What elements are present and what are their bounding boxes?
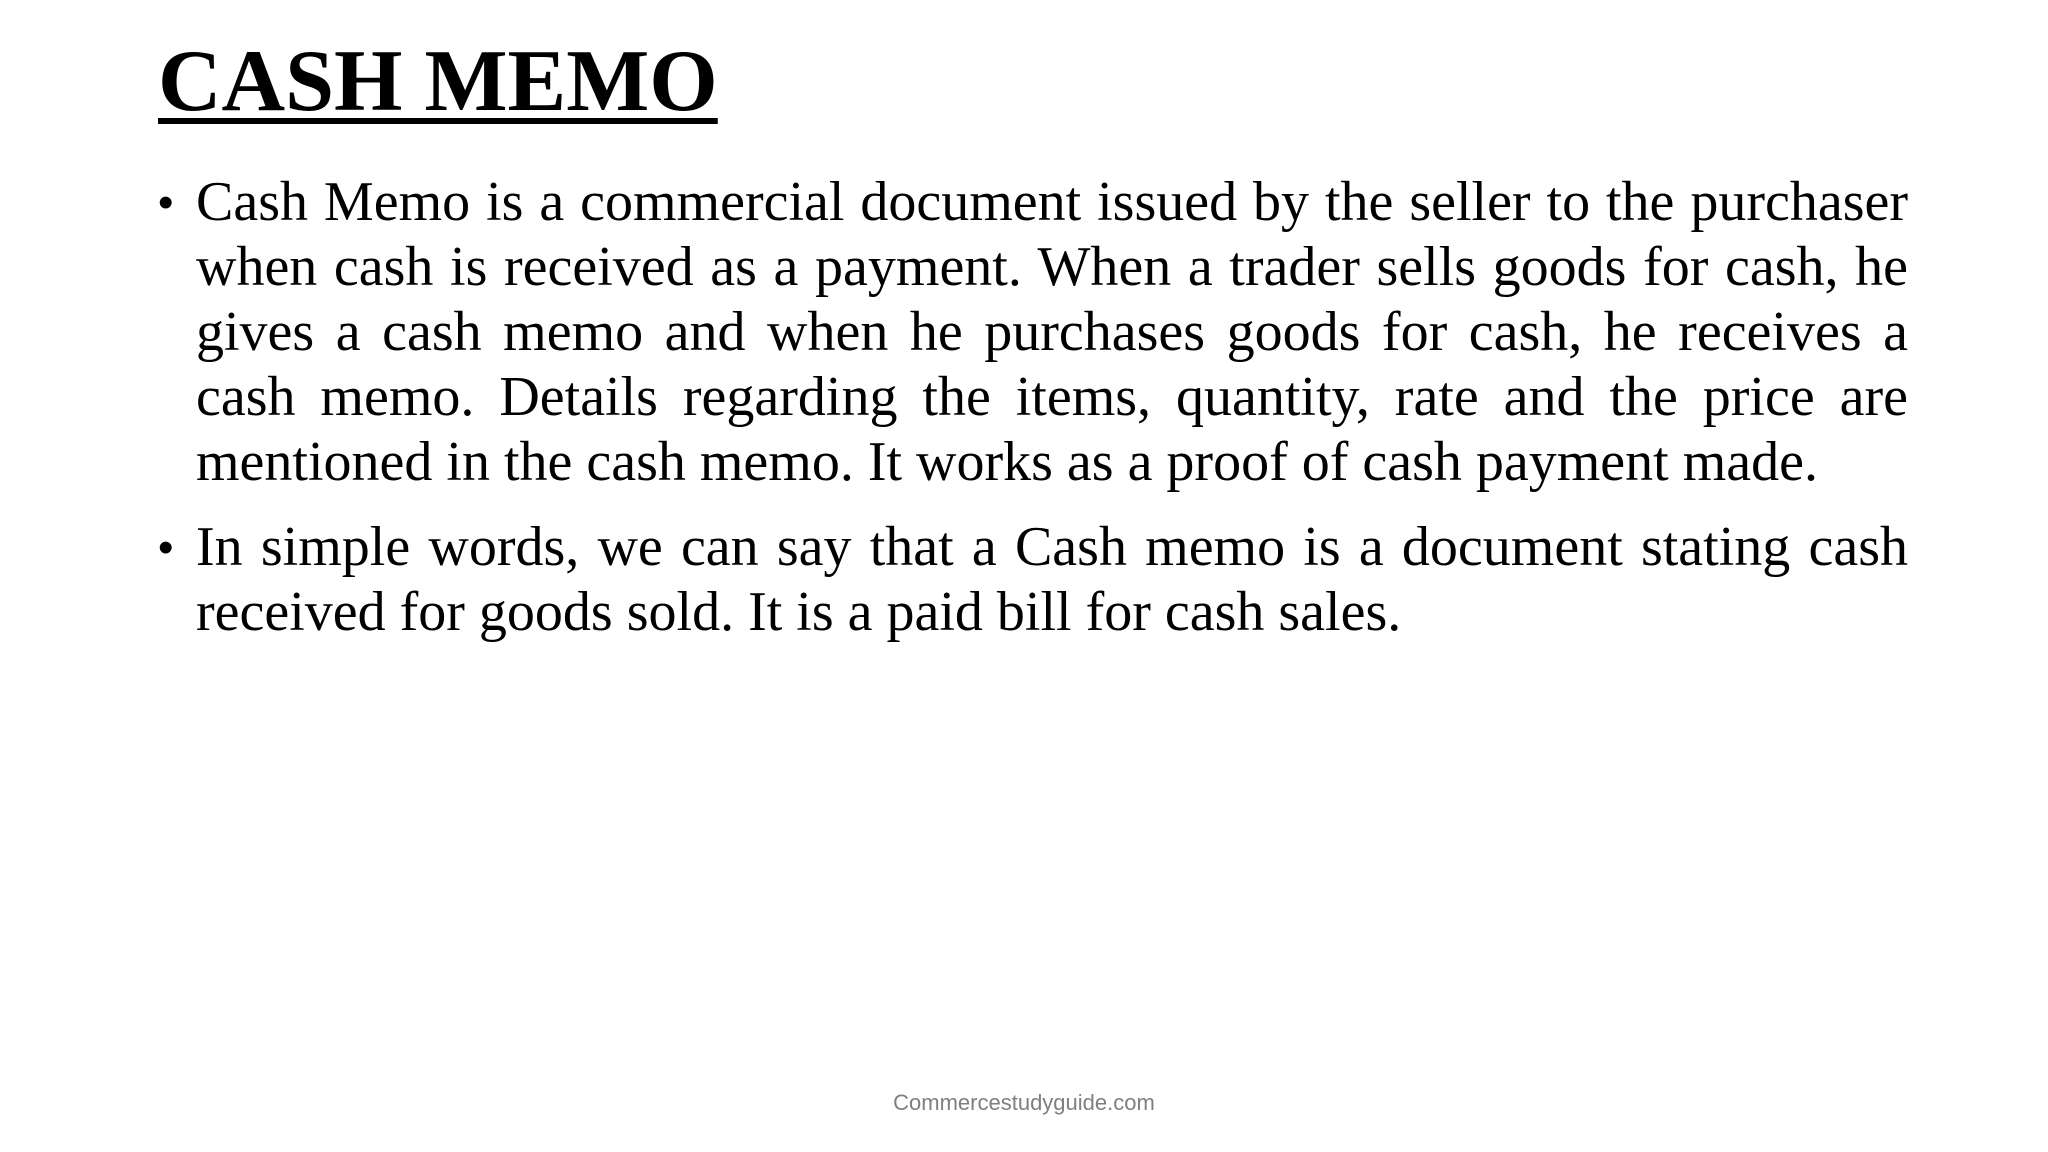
bullet-text: Cash Memo is a commercial document issued by the seller to the purchaser when cash is received as a payment. When a trader sells goods for cash, he gives a cash memo and when he purchases goods for cash, he receives a cash memo. Details regarding the items, quantity, rate and the price are mentioned in the cash memo. It works as a proof of cash payment made. (196, 171, 1908, 493)
bullet-item-definition (158, 170, 1908, 495)
bullet-marker: • (158, 178, 174, 227)
bullet-item-summary (158, 515, 1908, 645)
bullet-list (158, 170, 1908, 665)
bullet-marker: • (158, 523, 174, 572)
bullet-text: In simple words, we can say that a Cash memo is a document stating cash received for goods sold. It is a paid bill for cash sales. (196, 516, 1908, 643)
slide-title: CASH MEMO (158, 33, 718, 130)
footer-watermark: Commercestudyguide.com (893, 1090, 1155, 1115)
